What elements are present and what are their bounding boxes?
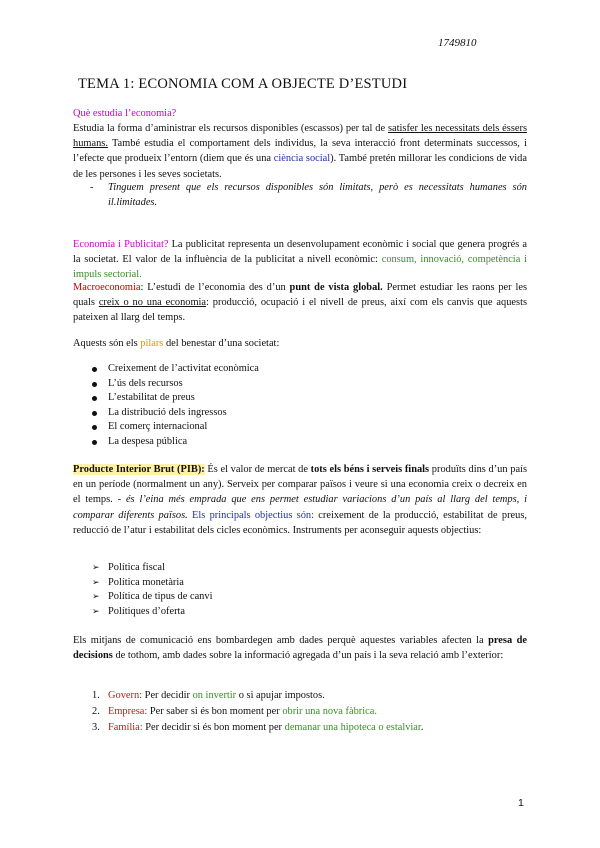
section-economy-definition — [73, 121, 527, 182]
section-label: Macroeconomia — [73, 282, 141, 293]
list-number: 1. — [92, 690, 100, 701]
list-item — [92, 590, 212, 605]
text-span: Per saber si és bon moment per — [147, 705, 283, 717]
bold-phrase: tots els béns i serveis finals — [310, 464, 430, 475]
text-span: creixement de la producció, estabilitat de preus, reducció de l’atur i estabilitat dels cicles econòmics. Instruments per aconseguir aquests objectius: — [73, 509, 527, 536]
list-item-text: Política fiscal — [108, 562, 165, 573]
bullet-icon — [92, 367, 97, 372]
list-item — [92, 688, 423, 704]
text-span: Estudia la forma d’aministrar els recursos disponibles (escassos) per tal de — [73, 123, 388, 134]
list-item-text: Polítiques d’oferta — [108, 605, 186, 617]
text-span: de tothom, amb dades sobre la informació agregada d’un país i la seva relació amb l’exterior: — [112, 650, 504, 662]
section-gdp — [73, 462, 527, 538]
instruments-list — [92, 561, 212, 619]
list-item — [92, 576, 212, 591]
list-item — [92, 391, 259, 406]
pillars-word: pilars — [140, 338, 164, 349]
dash-bullet: - — [90, 182, 94, 193]
list-item — [92, 561, 212, 576]
list-item-text: Política de tipus de canvi — [108, 591, 213, 603]
section-label: Economia i Publicitat? — [73, 239, 169, 250]
blue-phrase: Els principals objectius són: — [192, 509, 314, 521]
dash-note — [90, 180, 527, 210]
italic-phrase: és l’eina més emprada que ens permet estudiar variacions d’un país al llarg del temps, i comparar diferents països. — [73, 494, 528, 521]
section-media-data — [73, 633, 527, 663]
list-item-text: L’ús dels recursos — [108, 377, 183, 389]
highlight-social-science: ciència social — [273, 153, 331, 165]
list-item-text: L’estabilitat de preus — [108, 392, 195, 404]
section-question-economy: Què estudia l’economia? — [73, 108, 177, 119]
text-span: Permet estudiar les raons per les quals — [73, 282, 527, 309]
list-item-text: La distribució dels ingressos — [108, 406, 227, 418]
list-item-text: Política monetària — [108, 576, 184, 588]
text-span: ). També pretén millorar les condicions de vida de les persones i les seves societats. — [73, 153, 527, 180]
text-span: Per decidir si és bon moment per — [142, 721, 285, 733]
green-phrase: demanar una hipoteca o estalviar — [284, 721, 421, 733]
text-span: La publicitat representa un desenvolupament econòmic i social que genera progrés a la societat. El valor de la influència de la publicitat a nivell econòmic: — [73, 239, 527, 266]
list-item-text: La despesa pública — [108, 435, 188, 447]
bullet-icon — [92, 396, 97, 401]
bullet-icon — [92, 440, 97, 445]
arrow-bullet-icon: ➢ — [92, 563, 100, 573]
list-item — [92, 435, 259, 450]
pillars-list — [92, 362, 259, 450]
list-item — [92, 605, 212, 620]
agents-list — [92, 688, 423, 735]
page-number: 1 — [518, 797, 524, 809]
list-item — [92, 704, 423, 720]
bold-phrase: presa de decisions — [73, 635, 527, 662]
text-span: També estudia el comportament dels individus, la seva interacció front determinats successos, i l’efecte que produeix l’entorn (diem que és una — [73, 138, 527, 165]
list-number: 2. — [92, 705, 100, 717]
bullet-icon — [92, 425, 97, 430]
list-item — [92, 406, 259, 421]
text-span: . — [420, 721, 424, 733]
text-span: Per decidir — [142, 690, 193, 701]
section-macroeconomics — [73, 280, 527, 326]
list-item — [92, 377, 259, 392]
list-item — [92, 420, 259, 435]
highlighted-label: Producte Interior Brut (PIB): — [73, 464, 205, 475]
text-span: produïts dins d’un país en un període (normalment un any). Serveix per comparar països i veure si una economia creix o decreix en el temps. - — [73, 464, 527, 506]
green-phrase: on invertir — [192, 690, 237, 701]
arrow-bullet-icon: ➢ — [92, 606, 100, 617]
text-span: Aquests són els — [73, 338, 141, 349]
text-span: És el valor de mercat de — [204, 464, 311, 475]
agent-label: Govern: — [108, 690, 143, 701]
text-span: Els mitjans de comunicació ens bombardegen amb dades perquè aquestes variables afecten la — [73, 635, 489, 646]
agent-label: Família: — [108, 721, 143, 733]
underlined-phrase: satisfer les necessitats dels éssers humans. — [73, 123, 527, 150]
green-phrase: consum, innovació, competència i impuls sectorial. — [73, 254, 527, 281]
underlined-phrase: creix o no una economia — [98, 297, 207, 309]
page-title: TEMA 1: ECONOMIA COM A OBJECTE D’ESTUDI — [78, 76, 408, 92]
bullet-icon — [92, 382, 97, 387]
green-phrase: obrir una nova fàbrica. — [282, 705, 377, 717]
list-item — [92, 720, 423, 736]
list-number: 3. — [92, 721, 100, 733]
section-pillars-intro — [73, 336, 527, 351]
arrow-bullet-icon: ➢ — [92, 577, 100, 588]
text-span: del benestar d’una societat: — [163, 338, 280, 349]
bullet-icon — [92, 411, 97, 416]
agent-label: Empresa: — [108, 705, 148, 717]
arrow-bullet-icon: ➢ — [92, 592, 100, 603]
bold-phrase: punt de vista global. — [289, 282, 383, 293]
list-item — [92, 362, 259, 377]
list-item-text: El comerç internacional — [108, 421, 208, 433]
section-economy-advertising — [73, 237, 527, 283]
text-span: : L’estudi de l’economia des d’un — [140, 282, 290, 293]
text-span: : producció, ocupació i el nivell de preus, així com els canvis que aquests pateixen al llarg del temps. — [73, 297, 528, 324]
list-item-text: Creixement de l’activitat econòmica — [108, 363, 259, 374]
dash-note-text: Tinguem present que els recursos disponibles són limitats, però es necessitats humanes són il.limitades. — [108, 182, 527, 209]
document-id: 1749810 — [438, 37, 477, 49]
text-span: o si apujar impostos. — [236, 690, 325, 701]
